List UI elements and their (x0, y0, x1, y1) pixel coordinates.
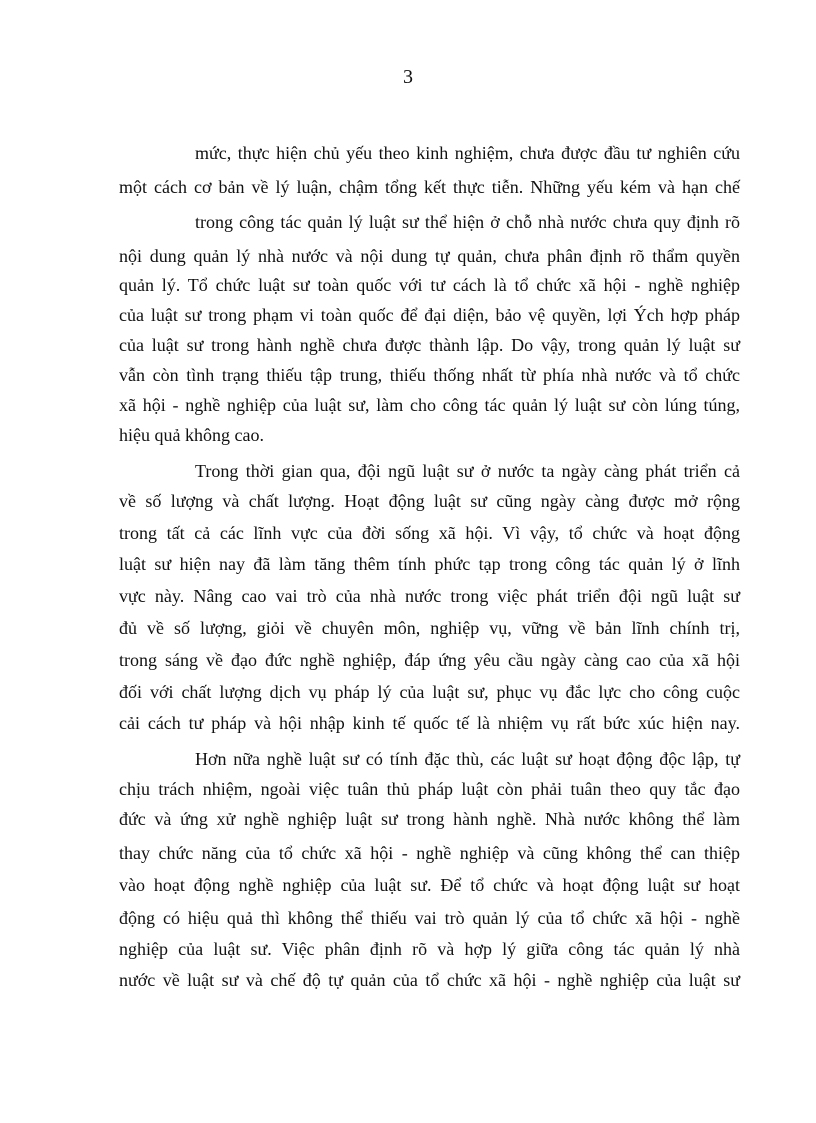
text-line: Trong thời gian qua, đội ngũ luật sư ở nước ta ngày càng phát triển cả (195, 461, 740, 481)
text-line: đối với chất lượng dịch vụ pháp lý của luật sư, phục vụ đắc lực cho công cuộc (119, 682, 740, 702)
text-line: nước về luật sư và chế độ tự quản của tổ chức xã hội - nghề nghiệp của luật sư (119, 970, 740, 990)
text-line: xã hội - nghề nghiệp của luật sư, làm cho công tác quản lý luật sư còn lúng túng, (119, 395, 740, 415)
text-line: Hơn nữa nghề luật sư có tính đặc thù, các luật sư hoạt động độc lập, tự (195, 749, 740, 769)
text-line: một cách cơ bản về lý luận, chậm tổng kết thực tiễn. Những yếu kém và hạn chế (119, 177, 740, 197)
text-line: thay chức năng của tổ chức xã hội - nghề nghiệp và cũng không thể can thiệp (119, 843, 740, 863)
text-line: cải cách tư pháp và hội nhập kinh tế quốc tế là nhiệm vụ rất bức xúc hiện nay. (119, 713, 740, 733)
text-line: vẫn còn tình trạng thiếu tập trung, thiếu thống nhất từ phía nhà nước và tổ chức (119, 365, 740, 385)
text-line: quản lý. Tổ chức luật sư toàn quốc với tư cách là tổ chức xã hội - nghề nghiệp (119, 275, 740, 295)
text-line: về số lượng và chất lượng. Hoạt động luật sư cũng ngày càng được mở rộng (119, 491, 740, 511)
text-line: mức, thực hiện chủ yếu theo kinh nghiệm, chưa được đầu tư nghiên cứu (195, 143, 740, 163)
text-line: trong sáng về đạo đức nghề nghiệp, đáp ứng yêu cầu ngày càng cao của xã hội (119, 650, 740, 670)
text-line: luật sư hiện nay đã làm tăng thêm tính phức tạp trong công tác quản lý ở lĩnh (119, 554, 740, 574)
text-line: đức và ứng xử nghề nghiệp luật sư trong hành nghề. Nhà nước không thể làm (119, 809, 740, 829)
text-line: hiệu quả không cao. (119, 425, 264, 445)
text-line: trong tất cả các lĩnh vực của đời sống xã hội. Vì vậy, tổ chức và hoạt động (119, 523, 740, 543)
text-line: vực này. Nâng cao vai trò của nhà nước trong việc phát triển đội ngũ luật sư (119, 586, 740, 606)
page-number: 3 (403, 66, 413, 88)
text-line: đủ về số lượng, giỏi về chuyên môn, nghiệp vụ, vững về bản lĩnh chính trị, (119, 618, 740, 638)
text-line: của luật sư trong phạm vi toàn quốc để đại diện, bảo vệ quyền, lợi Ých hợp pháp (119, 305, 740, 325)
text-line: vào hoạt động nghề nghiệp của luật sư. Để tổ chức và hoạt động luật sư hoạt (119, 875, 740, 895)
text-line: trong công tác quản lý luật sư thể hiện ở chỗ nhà nước chưa quy định rõ (195, 212, 740, 232)
text-line: của luật sư trong hành nghề chưa được thành lập. Do vậy, trong quản lý luật sư (119, 335, 740, 355)
text-line: nghiệp của luật sư. Việc phân định rõ và hợp lý giữa công tác quản lý nhà (119, 939, 740, 959)
text-line: chịu trách nhiệm, ngoài việc tuân thủ pháp luật còn phải tuân theo quy tắc đạo (119, 779, 740, 799)
text-line: động có hiệu quả thì không thể thiếu vai trò quản lý của tổ chức xã hội - nghề (119, 908, 740, 928)
text-line: nội dung quản lý nhà nước và nội dung tự quản, chưa phân định rõ thẩm quyền (119, 246, 740, 266)
